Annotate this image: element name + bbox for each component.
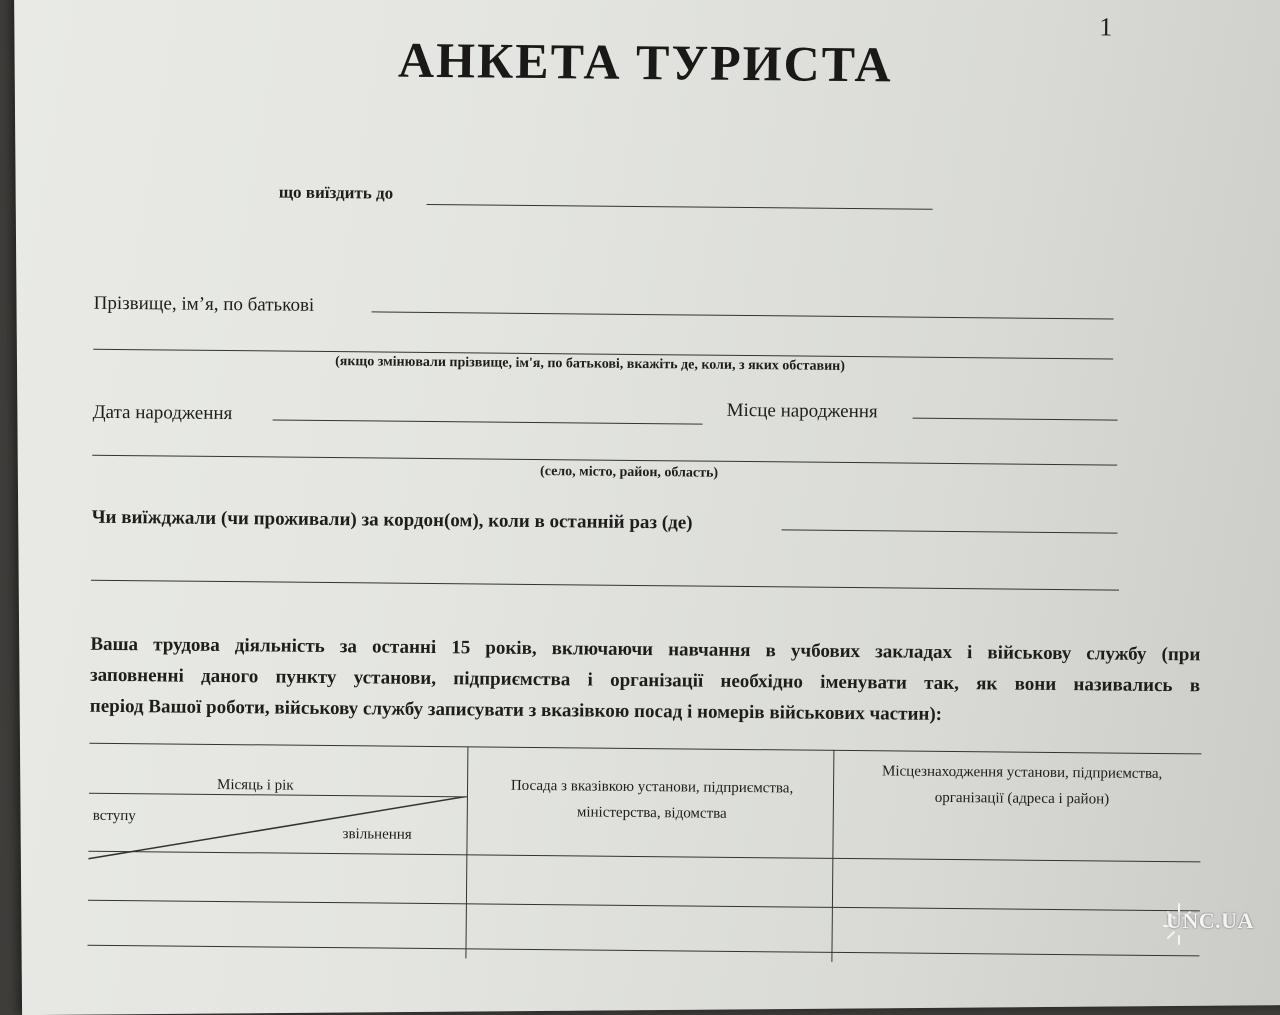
- work-history-line-3: період Вашої роботи, військову службу записувати з вказівкою посад і номерів військових частин):: [89, 695, 943, 725]
- work-history-instructions: [90, 629, 1201, 733]
- abroad-label: Чи виїжджали (чи проживали) за кордон(ом), коли в останній раз (де): [91, 506, 693, 534]
- col1-header: Місяць і рік: [216, 776, 294, 794]
- page-number: 1: [1099, 12, 1113, 42]
- table-top-border: [89, 743, 1201, 755]
- birth-date-field[interactable]: [273, 419, 703, 424]
- col3-header: Місцезнаходження установи, підприємства, організації (адреса і район): [881, 763, 1163, 808]
- birth-place-hint: (село, місто, район, область): [540, 464, 719, 481]
- birth-place-label: Місце народження: [726, 399, 878, 423]
- col1-sub-left: вступу: [92, 807, 136, 825]
- full-name-field[interactable]: [372, 311, 1114, 319]
- name-change-hint: (якщо змінювали прізвище, ім'я, по батькові, вкажіть де, коли, з яких обставин): [335, 354, 846, 374]
- work-history-line-1: Ваша трудова діяльність за останні 15 років, включаючи навчання в учбових закладах і військову службу (при: [90, 633, 1201, 666]
- col2-header: Посада з вказівкою установи, підприємства, міністерства, відомства: [510, 777, 794, 822]
- watermark-text: UNC.UA: [1166, 908, 1254, 933]
- work-history-line-2: заповненні даного пункту установи, підприємства і організації необхідно іменувати так, як вони називались в: [89, 664, 1201, 697]
- table-col-divider-2: [831, 750, 834, 962]
- table-row-line-2[interactable]: [88, 900, 1200, 912]
- abroad-field[interactable]: [782, 529, 1118, 533]
- abroad-field-line2[interactable]: [91, 580, 1119, 591]
- table-row-line-3[interactable]: [88, 945, 1200, 957]
- destination-field[interactable]: [427, 204, 933, 210]
- destination-label: що виїздить до: [278, 182, 394, 203]
- birth-place-field[interactable]: [913, 418, 1118, 421]
- full-name-label: Прізвище, ім’я, по батькові: [93, 292, 315, 316]
- form-title: АНКЕТА ТУРИСТА: [397, 31, 893, 93]
- col1-sub-right: звільнення: [342, 826, 412, 843]
- birth-date-label: Дата народження: [92, 401, 233, 425]
